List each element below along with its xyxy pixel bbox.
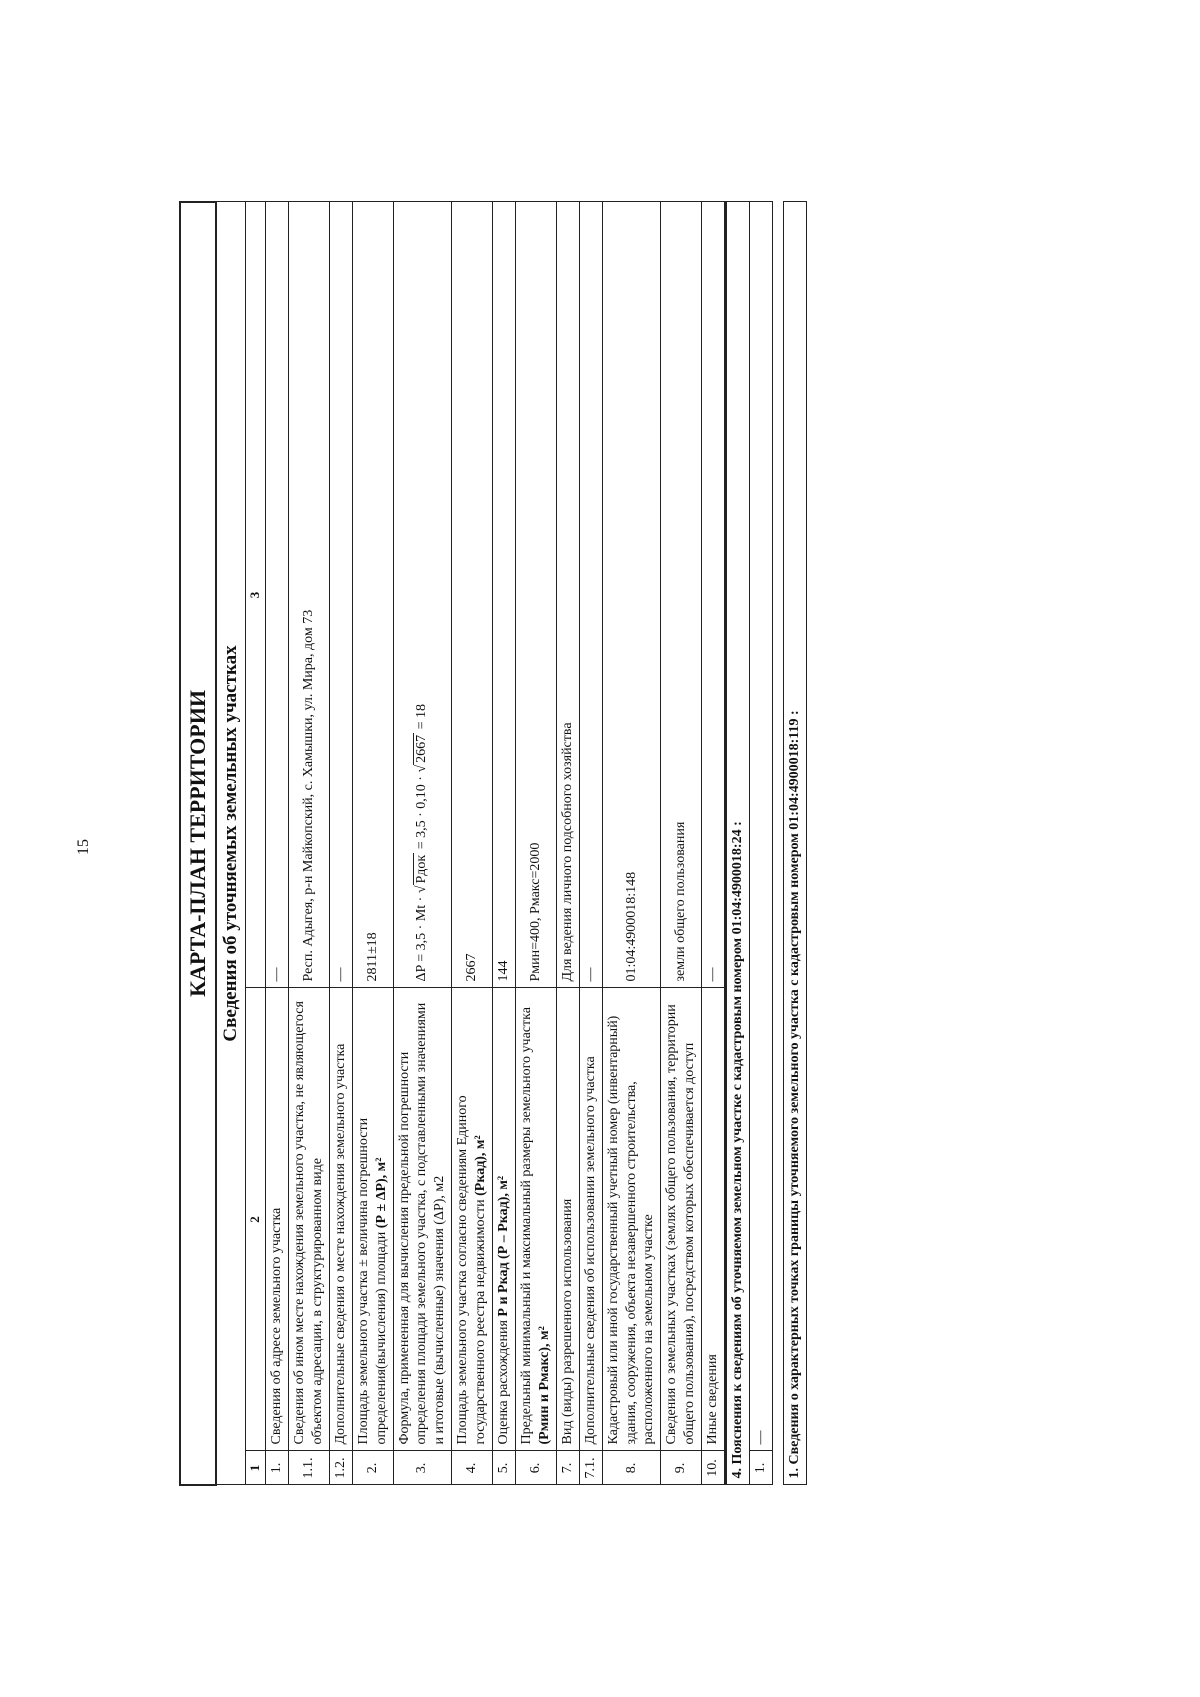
formula-mid: = 3,5 · 0,10 · xyxy=(414,772,430,853)
row-label-text: Оценка расхождения xyxy=(496,1316,512,1445)
row-label xyxy=(352,988,393,1451)
row-label-text: Площадь земельного участка согласно сведениям Единого государственного реестра недвижимости xyxy=(455,1095,489,1445)
formula-lhs: ΔP = 3,5 · Mt · xyxy=(414,893,430,982)
row-value: Рмин=400, Рмакс=2000 xyxy=(515,202,556,988)
page-number: 15 xyxy=(75,839,92,855)
row-number: 3. xyxy=(393,1451,452,1485)
row-label-bold: (Рмин и Рмакс), м² xyxy=(536,1326,552,1445)
row-value: 144 xyxy=(493,202,516,988)
row-value: — xyxy=(266,202,289,988)
formula-radicand-2: 2667 xyxy=(414,734,430,763)
table-row xyxy=(452,202,493,1485)
table-row xyxy=(602,202,661,1485)
table-row xyxy=(289,202,330,1485)
row-label xyxy=(515,988,556,1451)
table-row xyxy=(493,202,516,1485)
row-value: — xyxy=(579,202,602,988)
table-row xyxy=(702,202,726,1485)
row-label: Иные сведения xyxy=(702,988,726,1451)
row-label xyxy=(493,988,516,1451)
table-row xyxy=(266,202,289,1485)
row-number: 8. xyxy=(602,1451,661,1485)
table-row xyxy=(352,202,393,1485)
row-value: 01:04:4900018:148 xyxy=(602,202,661,988)
row-label-text: Площадь земельного участка ± величина погрешности определения(вычисления) площади xyxy=(355,1117,389,1445)
row-label: Кадастровый или иной государственный учетный номер (инвентарный) здания, сооружения, объекта незавершенного строительства, расположенного на земельном участке xyxy=(602,988,661,1451)
section-4-title: 4. Пояснения к сведениям об уточняемом земельном участке с кадастровым номером 01:04:4900018:24 : xyxy=(726,202,750,1485)
rotated-page-content xyxy=(179,203,807,1486)
row-value: 2811±18 xyxy=(352,202,393,988)
row-value: Респ. Адыгея, р-н Майкопский, с. Хамышки, ул. Мира, дом 73 xyxy=(289,202,330,988)
row-number: 2. xyxy=(352,1451,393,1485)
row-label: Формула, примененная для вычисления предельной погрешности определения площади земельного участка, с подставленными значениями и итоговые (вычисленные) значения (ΔР), м2 xyxy=(393,988,452,1451)
row-number: 5. xyxy=(493,1451,516,1485)
row-label: Дополнительные сведения об использовании земельного участка xyxy=(579,988,602,1451)
formula-cell: ΔP = 3,5 · Mt · √Pдок = 3,5 · 0,10 · √2667 = 18 xyxy=(393,202,452,988)
land-plot-table xyxy=(179,201,807,1486)
row-label-bold: (Ркад), м² xyxy=(473,1135,489,1196)
row-value: Для ведения личного подсобного хозяйства xyxy=(556,202,579,988)
row-value: — xyxy=(702,202,726,988)
document-subtitle: Сведения об уточняемых земельных участках xyxy=(216,202,246,1485)
table-row xyxy=(556,202,579,1485)
row-number: 1.1. xyxy=(289,1451,330,1485)
row-label: Дополнительные сведения о месте нахождения земельного участка xyxy=(329,988,352,1451)
row-label-bold: Р и Ркад (Р – Ркад), м² xyxy=(496,1175,512,1317)
table-row xyxy=(749,202,772,1485)
row-label: Сведения об ином месте нахождения земельного участка, не являющегося объектом адресации, в структурированном виде xyxy=(289,988,330,1451)
row-number: 7.1. xyxy=(579,1451,602,1485)
row-number: 4. xyxy=(452,1451,493,1485)
table-row xyxy=(393,202,452,1485)
section-1-title: 1. Сведения о характерных точках границы уточняемого земельного участка с кадастровым номером 01:04:4900018:119 : xyxy=(783,202,806,1485)
row-number: 1.2. xyxy=(329,1451,352,1485)
column-header-1: 1 xyxy=(246,1451,266,1485)
row-value: — xyxy=(329,202,352,988)
column-header-3: 3 xyxy=(246,202,266,988)
row-number: 9. xyxy=(661,1451,702,1485)
row-number: 1. xyxy=(749,1451,772,1485)
row-label: Вид (виды) разрешенного использования xyxy=(556,988,579,1451)
row-label-text: Предельный минимальный и максимальный размеры земельного участка xyxy=(518,1007,534,1445)
column-header-2: 2 xyxy=(246,988,266,1451)
table-row xyxy=(579,202,602,1485)
row-number: 1. xyxy=(266,1451,289,1485)
row-number: 10. xyxy=(702,1451,726,1485)
row-label-bold: (Р ± ΔР), м² xyxy=(373,1157,389,1229)
formula-radicand-1: Pдок xyxy=(414,854,430,884)
section-spacer xyxy=(772,202,783,1485)
row-number: 7. xyxy=(556,1451,579,1485)
row-value: 2667 xyxy=(452,202,493,988)
row-label: Сведения об адресе земельного участка xyxy=(266,988,289,1451)
row-label xyxy=(452,988,493,1451)
document-title: КАРТА-ПЛАН ТЕРРИТОРИИ xyxy=(180,202,216,1485)
row-label: Сведения о земельных участках (землях общего пользования, территории общего пользования), посредством которых обеспечивается доступ xyxy=(661,988,702,1451)
row-value: — xyxy=(749,202,772,1451)
row-value: земли общего пользования xyxy=(661,202,702,988)
table-row xyxy=(515,202,556,1485)
row-number: 6. xyxy=(515,1451,556,1485)
formula-result: = 18 xyxy=(414,703,430,733)
table-row xyxy=(329,202,352,1485)
table-row xyxy=(661,202,702,1485)
